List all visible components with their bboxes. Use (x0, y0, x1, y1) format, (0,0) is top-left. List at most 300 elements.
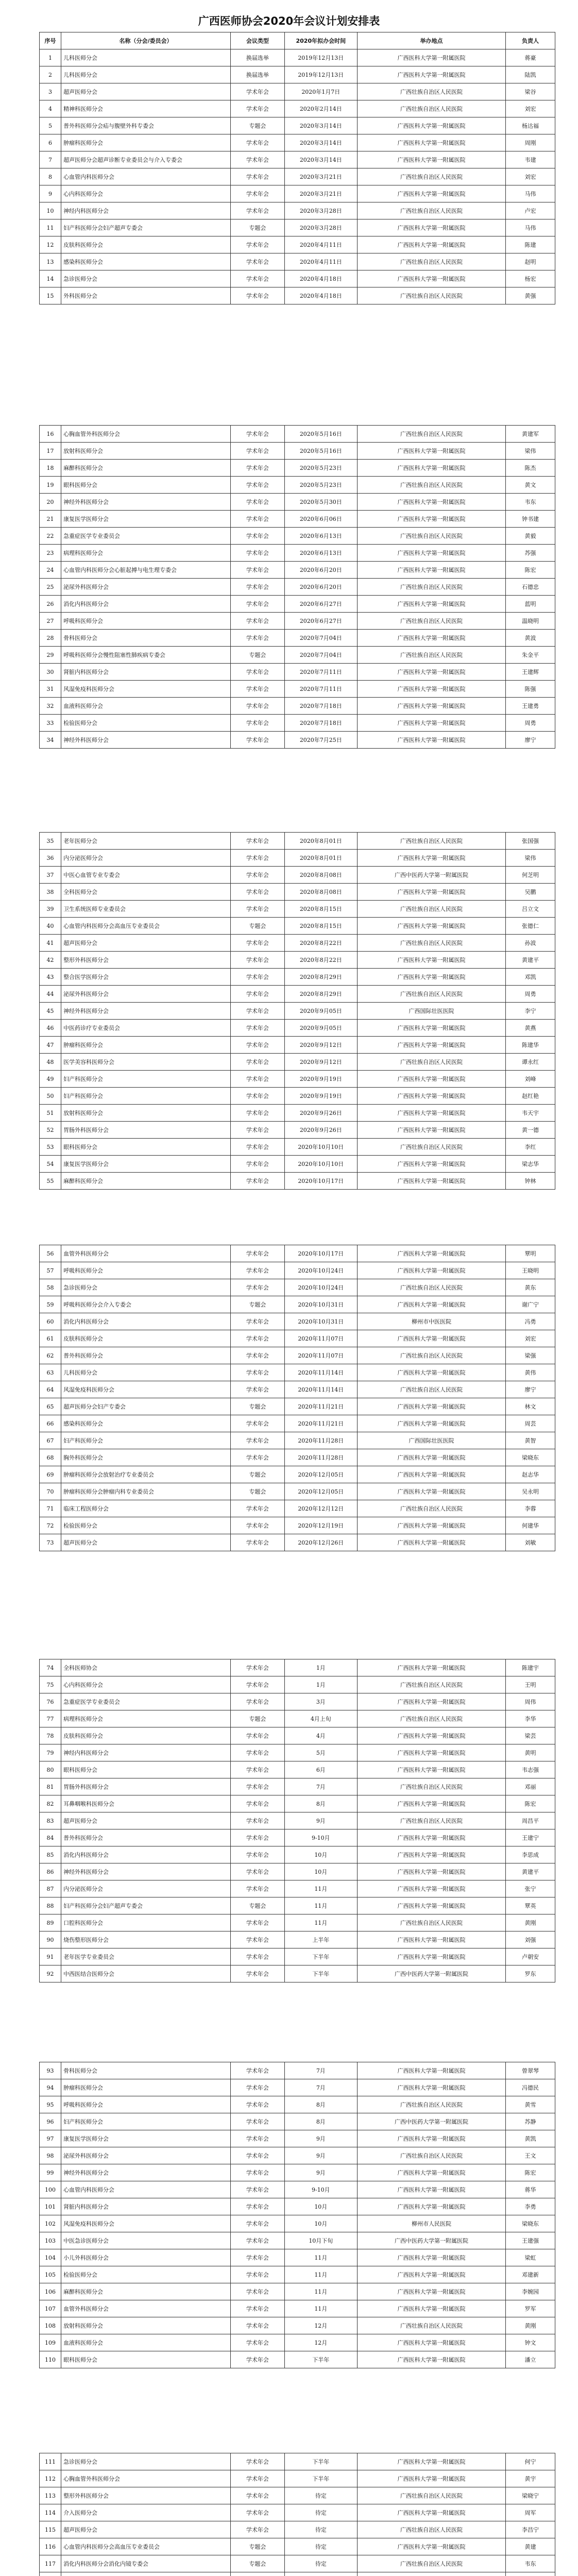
row-place: 广西医科大学第一附属医院 (357, 2538, 505, 2555)
row-number: 38 (40, 884, 61, 901)
row-time: 7月 (284, 2062, 357, 2079)
row-type: 学术年会 (231, 1534, 285, 1551)
row-time: 2020年9月05日 (284, 1003, 357, 1020)
row-time: 2020年3月28日 (284, 202, 357, 219)
row-number: 22 (40, 528, 61, 545)
row-place: 广西壮族自治区人民医院 (357, 2555, 505, 2572)
row-time: 11月 (284, 1914, 357, 1931)
table-row (40, 1534, 555, 1551)
table-row (40, 1449, 555, 1466)
row-name: 检验医师分会 (61, 2266, 231, 2283)
row-person: 何建华 (505, 1517, 555, 1534)
row-time: 2020年4月11日 (284, 253, 357, 270)
row-person: 梁晓东 (505, 1449, 555, 1466)
row-number: 19 (40, 477, 61, 494)
row-name: 泌尿外科医师分会 (61, 986, 231, 1003)
row-type: 学术年会 (231, 1948, 285, 1965)
row-person: 李红 (505, 1139, 555, 1156)
row-place: 广西中医药大学第一附属医院 (357, 2232, 505, 2249)
table-row (40, 1313, 555, 1330)
table-row (40, 2317, 555, 2334)
row-time: 5月 (284, 1744, 357, 1761)
row-type: 学术年会 (231, 2317, 285, 2334)
table-row (40, 460, 555, 477)
row-place: 广西医科大学第一附属医院 (357, 1037, 505, 1054)
row-type: 学术年会 (231, 1122, 285, 1139)
row-number: 8 (40, 168, 61, 185)
row-type: 学术年会 (231, 236, 285, 253)
row-name: 神经外科医师分会 (61, 1863, 231, 1880)
row-place: 广西医科大学第一附属医院 (357, 2334, 505, 2351)
row-name: 妇产科医师分会 (61, 1088, 231, 1105)
row-person: 黄雪 (505, 2096, 555, 2113)
row-type: 学术年会 (231, 579, 285, 596)
row-number: 3 (40, 83, 61, 100)
row-place: 广西医科大学第一附属医院 (357, 1483, 505, 1500)
row-number: 44 (40, 986, 61, 1003)
row-name: 心内科医师分会 (61, 185, 231, 202)
row-person: 赵志华 (505, 1466, 555, 1483)
row-number: 93 (40, 2062, 61, 2079)
row-number: 105 (40, 2266, 61, 2283)
row-type: 学术年会 (231, 1761, 285, 1778)
row-time: 10月 (284, 1863, 357, 1880)
row-person: 黄伟 (505, 1364, 555, 1381)
table-row (40, 2555, 555, 2572)
row-type: 学术年会 (231, 698, 285, 715)
row-name: 医学美容科医师分会 (61, 1054, 231, 1071)
row-name: 血管外科医师分会 (61, 1245, 231, 1262)
table-row (40, 1517, 555, 1534)
row-type: 学术年会 (231, 2521, 285, 2538)
table-row (40, 1812, 555, 1829)
row-time: 4月上旬 (284, 1710, 357, 1727)
table-row (40, 630, 555, 647)
row-number: 63 (40, 1364, 61, 1381)
row-type: 学术年会 (231, 100, 285, 117)
row-name: 老年医学专业委员会 (61, 1948, 231, 1965)
row-place: 广西壮族自治区人民医院 (357, 287, 505, 304)
row-place: 广西医科大学第一附属医院 (357, 511, 505, 528)
header-name: 名称（分会/委员会） (61, 32, 231, 49)
row-name: 内分泌医师分会 (61, 850, 231, 867)
row-name: 血管外科医师分会 (61, 2300, 231, 2317)
row-number: 31 (40, 681, 61, 698)
row-time: 1月 (284, 1676, 357, 1693)
row-name: 心血管内科医师分会高血压专业委员会 (61, 2538, 231, 2555)
table-row (40, 1744, 555, 1761)
table-row (40, 511, 555, 528)
table-row (40, 562, 555, 579)
row-number: 68 (40, 1449, 61, 1466)
row-person: 周伟 (505, 1693, 555, 1710)
table-row (40, 1914, 555, 1931)
row-name: 呼吸科医师分会 (61, 1262, 231, 1279)
row-type: 学术年会 (231, 1778, 285, 1795)
row-place: 广西医科大学第一附属医院 (357, 715, 505, 732)
row-number: 86 (40, 1863, 61, 1880)
row-type: 学术年会 (231, 270, 285, 287)
row-number: 53 (40, 1139, 61, 1156)
row-place: 广西壮族自治区人民医院 (357, 1381, 505, 1398)
row-type: 专题会 (231, 1710, 285, 1727)
table-row (40, 664, 555, 681)
row-number: 40 (40, 918, 61, 935)
row-place: 广西壮族自治区人民医院 (357, 1347, 505, 1364)
row-place: 广西壮族自治区人民医院 (357, 1054, 505, 1071)
row-place: 广西医科大学第一附属医院 (357, 460, 505, 477)
row-number: 13 (40, 253, 61, 270)
row-type: 学术年会 (231, 681, 285, 698)
row-person: 钟林 (505, 1173, 555, 1190)
row-place: 广西医科大学第一附属医院 (357, 494, 505, 511)
table-row (40, 2521, 555, 2538)
row-person: 蓝明 (505, 596, 555, 613)
row-type: 学术年会 (231, 545, 285, 562)
row-type: 学术年会 (231, 1744, 285, 1761)
row-number: 100 (40, 2181, 61, 2198)
row-time: 8月 (284, 1795, 357, 1812)
table-row (40, 477, 555, 494)
row-place: 广西壮族自治区人民医院 (357, 202, 505, 219)
row-person: 周勇 (505, 715, 555, 732)
row-place: 广西医科大学第一附属医院 (357, 1744, 505, 1761)
row-number: 66 (40, 1415, 61, 1432)
table-row (40, 2334, 555, 2351)
row-place: 广西医科大学第一附属医院 (357, 1020, 505, 1037)
row-person: 邓建新 (505, 2266, 555, 2283)
row-time: 2020年10月24日 (284, 1262, 357, 1279)
row-place: 广西国际壮医医院 (357, 1432, 505, 1449)
row-type: 专题会 (231, 219, 285, 236)
row-person: 韦志强 (505, 1761, 555, 1778)
row-place: 广西医科大学第一附属医院 (357, 2249, 505, 2266)
row-type: 学术年会 (231, 1139, 285, 1156)
row-type: 学术年会 (231, 2232, 285, 2249)
row-type: 学术年会 (231, 1449, 285, 1466)
schedule-table-block-6 (39, 2062, 555, 2368)
row-person: 梁强 (505, 1347, 555, 1364)
row-name: 超声医师分会 (61, 2521, 231, 2538)
row-type: 学术年会 (231, 185, 285, 202)
row-name: 感染科医师分会 (61, 253, 231, 270)
table-row (40, 1897, 555, 1914)
row-type: 学术年会 (231, 443, 285, 460)
row-number: 45 (40, 1003, 61, 1020)
row-time: 4月 (284, 1727, 357, 1744)
row-number: 5 (40, 117, 61, 134)
row-person: 梁芸 (505, 1727, 555, 1744)
table-row (40, 613, 555, 630)
row-time: 2020年5月23日 (284, 460, 357, 477)
row-number: 41 (40, 935, 61, 952)
row-number: 75 (40, 1676, 61, 1693)
row-place: 广西医科大学第一附属医院 (357, 270, 505, 287)
row-place: 广西医科大学第一附属医院 (357, 236, 505, 253)
row-time: 9-10月 (284, 2181, 357, 2198)
row-place: 广西医科大学第一附属医院 (357, 1880, 505, 1897)
table-row (40, 1330, 555, 1347)
row-time: 2020年10月31日 (284, 1296, 357, 1313)
row-name: 皮肤科医师分会 (61, 236, 231, 253)
row-person: 陈宏 (505, 1795, 555, 1812)
row-time: 2020年3月21日 (284, 185, 357, 202)
row-type: 学术年会 (231, 1364, 285, 1381)
row-name: 超声医师分会妇产专委会 (61, 1398, 231, 1415)
row-number: 25 (40, 579, 61, 596)
row-person: 刘敏 (505, 1534, 555, 1551)
row-person: 何芝明 (505, 867, 555, 884)
row-person: 李昌宁 (505, 2521, 555, 2538)
row-number: 80 (40, 1761, 61, 1778)
row-name: 儿科医师分会 (61, 49, 231, 66)
row-time: 2020年7月11日 (284, 664, 357, 681)
row-time: 11月 (284, 1880, 357, 1897)
row-number: 43 (40, 969, 61, 986)
row-place: 广西医科大学第一附属医院 (357, 1846, 505, 1863)
row-place: 广西壮族自治区人民医院 (357, 579, 505, 596)
row-number: 51 (40, 1105, 61, 1122)
row-place: 广西医科大学第一附属医院 (357, 2283, 505, 2300)
row-place: 广西医科大学第一附属医院 (357, 918, 505, 935)
row-person: 黄凯 (505, 2130, 555, 2147)
row-name: 神经内科医师分会 (61, 202, 231, 219)
row-time: 2020年8月01日 (284, 850, 357, 867)
page-title: 广西医师协会2020年会议计划安排表 (198, 15, 380, 27)
row-person: 陈建华 (505, 1037, 555, 1054)
table-row (40, 579, 555, 596)
row-time: 11月 (284, 2283, 357, 2300)
row-person: 梁伟 (505, 443, 555, 460)
row-time: 2020年7月04日 (284, 630, 357, 647)
row-time: 3月 (284, 1693, 357, 1710)
row-number: 54 (40, 1156, 61, 1173)
row-type: 学术年会 (231, 1846, 285, 1863)
row-time: 9月 (284, 2164, 357, 2181)
row-name: 肿瘤科医师分会 (61, 134, 231, 151)
row-person: 杨达福 (505, 117, 555, 134)
row-number: 113 (40, 2487, 61, 2504)
row-time: 2020年12月19日 (284, 1517, 357, 1534)
row-name: 胃肠外科医师分会 (61, 1122, 231, 1139)
table-row (40, 66, 555, 83)
row-type: 学术年会 (231, 562, 285, 579)
table-row (40, 596, 555, 613)
row-person: 黄刚 (505, 2317, 555, 2334)
row-name: 风湿免疫科医师分会 (61, 2215, 231, 2232)
row-person: 刘宏 (505, 168, 555, 185)
row-person: 廖宁 (505, 732, 555, 749)
row-person: 张德仁 (505, 918, 555, 935)
row-place: 广西医科大学第一附属医院 (357, 2181, 505, 2198)
row-type: 学术年会 (231, 1727, 285, 1744)
row-place: 广西壮族自治区人民医院 (357, 1778, 505, 1795)
schedule-table-block-2 (39, 425, 555, 749)
row-type: 学术年会 (231, 477, 285, 494)
row-name: 超声医师分会 (61, 1812, 231, 1829)
row-type: 学术年会 (231, 1156, 285, 1173)
row-time: 2020年6月13日 (284, 545, 357, 562)
row-number: 84 (40, 1829, 61, 1846)
table-row (40, 1173, 555, 1190)
row-number: 35 (40, 833, 61, 850)
row-type: 学术年会 (231, 134, 285, 151)
table-row (40, 715, 555, 732)
row-person: 赵明 (505, 253, 555, 270)
row-person: 陈建宇 (505, 1659, 555, 1676)
row-place: 广西医科大学第一附属医院 (357, 1105, 505, 1122)
table-row (40, 850, 555, 867)
row-place: 广西医科大学第一附属医院 (357, 1534, 505, 1551)
row-type: 专题会 (231, 1897, 285, 1914)
row-place: 广西医科大学第一附属医院 (357, 630, 505, 647)
table-row (40, 134, 555, 151)
row-time (284, 2572, 357, 2576)
row-person: 王文 (505, 2147, 555, 2164)
row-place: 广西壮族自治区人民医院 (357, 833, 505, 850)
row-person: 林文 (505, 1398, 555, 1415)
row-time: 2020年10月17日 (284, 1245, 357, 1262)
row-person: 王建勇 (505, 698, 555, 715)
row-name: 儿科医师分会 (61, 66, 231, 83)
table-row (40, 1071, 555, 1088)
row-name: 康复医学医师分会 (61, 511, 231, 528)
row-number: 106 (40, 2283, 61, 2300)
table-row (40, 2249, 555, 2266)
row-person: 韦东 (505, 494, 555, 511)
table-row (40, 236, 555, 253)
table-row (40, 1279, 555, 1296)
table-row (40, 732, 555, 749)
row-name: 烧伤整形医师分会 (61, 1931, 231, 1948)
row-person: 梁谷 (505, 83, 555, 100)
row-name: 康复医学医师分会 (61, 2130, 231, 2147)
row-person: 张国强 (505, 833, 555, 850)
row-name: 病理科医师分会 (61, 1710, 231, 1727)
row-type: 专题会 (231, 918, 285, 935)
row-type: 学术年会 (231, 1829, 285, 1846)
row-time: 12月 (284, 2334, 357, 2351)
row-type: 学术年会 (231, 202, 285, 219)
row-number: 110 (40, 2351, 61, 2368)
row-type: 学术年会 (231, 2062, 285, 2079)
row-time: 2020年9月12日 (284, 1037, 357, 1054)
row-number: 18 (40, 460, 61, 477)
table-row (40, 1965, 555, 1982)
row-place: 广西壮族自治区人民医院 (357, 1812, 505, 1829)
row-place: 广西壮族自治区人民医院 (357, 2096, 505, 2113)
row-person: 曾翠琴 (505, 2062, 555, 2079)
row-type: 学术年会 (231, 850, 285, 867)
row-person: 黄一德 (505, 1122, 555, 1139)
row-person: 黄建平 (505, 952, 555, 969)
row-place: 广西医科大学第一附属医院 (357, 2062, 505, 2079)
row-type: 学术年会 (231, 1105, 285, 1122)
row-number: 116 (40, 2538, 61, 2555)
row-place: 广西医科大学第一附属医院 (357, 1245, 505, 1262)
row-place: 广西医科大学第一附属医院 (357, 2453, 505, 2470)
row-type: 学术年会 (231, 1931, 285, 1948)
row-name: 全科医师分会 (61, 884, 231, 901)
row-type: 学术年会 (231, 986, 285, 1003)
row-number: 111 (40, 2453, 61, 2470)
row-number: 90 (40, 1931, 61, 1948)
row-time: 下半年 (284, 1965, 357, 1982)
row-name: 皮肤科医师分会 (61, 1727, 231, 1744)
row-name: 耳鼻咽喉科医师分会 (61, 1795, 231, 1812)
table-row (40, 2147, 555, 2164)
table-row (40, 681, 555, 698)
row-name: 风湿免疫科医师分会 (61, 1381, 231, 1398)
table-row (40, 1931, 555, 1948)
row-time: 2020年10月24日 (284, 1279, 357, 1296)
row-number: 115 (40, 2521, 61, 2538)
row-name: 妇产科医师分会 (61, 1071, 231, 1088)
row-number: 15 (40, 287, 61, 304)
row-name: 呼吸科医师分会 (61, 2096, 231, 2113)
row-person: 王晓明 (505, 1262, 555, 1279)
row-number: 87 (40, 1880, 61, 1897)
row-number: 6 (40, 134, 61, 151)
row-person: 邓丽 (505, 1778, 555, 1795)
row-name: 放射科医师分会 (61, 443, 231, 460)
row-name: 心血管内科医师分会心脏起搏与电生理专委会 (61, 562, 231, 579)
table-row (40, 2130, 555, 2147)
row-type: 学术年会 (231, 2283, 285, 2300)
row-type: 专题会 (231, 1398, 285, 1415)
row-place: 广西医科大学第一附属医院 (357, 732, 505, 749)
row-name: 急重症医学专业委员会 (61, 1693, 231, 1710)
row-person: 黄建平 (505, 1863, 555, 1880)
row-time: 2020年6月06日 (284, 511, 357, 528)
table-row (40, 2453, 555, 2470)
table-row (40, 1795, 555, 1812)
row-number: 12 (40, 236, 61, 253)
row-person: 朱金平 (505, 647, 555, 664)
row-type: 学术年会 (231, 2198, 285, 2215)
row-type: 学术年会 (231, 2300, 285, 2317)
row-number: 16 (40, 426, 61, 443)
row-place: 广西中医药大学第一附属医院 (357, 1965, 505, 1982)
row-time: 2020年8月22日 (284, 952, 357, 969)
row-place: 广西医科大学第一附属医院 (357, 2079, 505, 2096)
row-time: 2020年12月26日 (284, 1534, 357, 1551)
row-place: 广西医科大学第一附属医院 (357, 2164, 505, 2181)
row-type: 学术年会 (231, 1659, 285, 1676)
row-number: 46 (40, 1020, 61, 1037)
row-name: 妇产科医师分会妇产超声专委会 (61, 1897, 231, 1914)
row-place: 广西医科大学第一附属医院 (357, 1156, 505, 1173)
row-place (357, 2572, 505, 2576)
row-name: 放射科医师分会 (61, 2317, 231, 2334)
row-type: 学术年会 (231, 596, 285, 613)
table-row (40, 1020, 555, 1037)
row-person: 周昌平 (505, 1812, 555, 1829)
row-number: 72 (40, 1517, 61, 1534)
row-person: 李思成 (505, 1846, 555, 1863)
row-number: 67 (40, 1432, 61, 1449)
row-time: 2020年9月26日 (284, 1105, 357, 1122)
table-row (40, 1262, 555, 1279)
row-type: 学术年会 (231, 2147, 285, 2164)
row-time: 2019年12月13日 (284, 49, 357, 66)
table-row (40, 1778, 555, 1795)
row-name: 内分泌医师分会 (61, 1880, 231, 1897)
row-number: 14 (40, 270, 61, 287)
row-place: 柳州市中医医院 (357, 1313, 505, 1330)
row-type: 专题会 (231, 117, 285, 134)
row-place: 广西医科大学第一附属医院 (357, 2130, 505, 2147)
